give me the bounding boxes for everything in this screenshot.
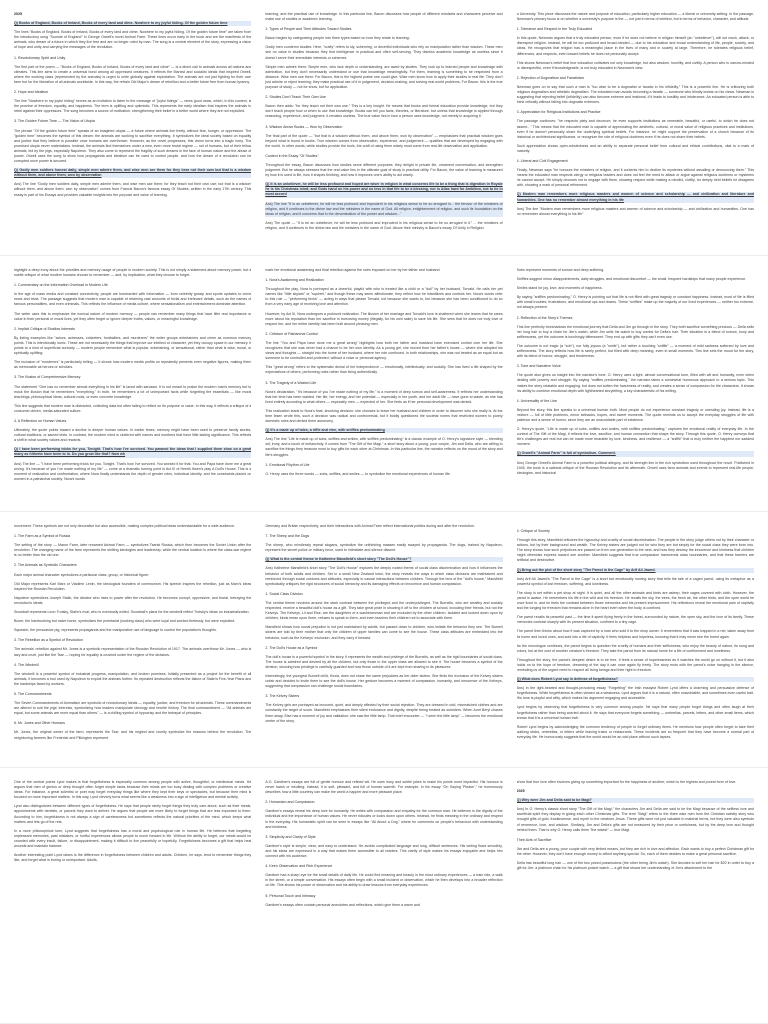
text-column	[14, 780, 251, 1017]
question-heading: Q) Books of England, Books of Ireland, Books of every land and dime. Nowhere to my joyful hiding. Of the golden future time	[14, 21, 251, 26]
text-column	[14, 524, 251, 761]
text-column	[265, 524, 502, 761]
section-heading: 4. Liberal and Civil Engagement	[516, 158, 568, 163]
paragraph: In this quote, Newman argues that a truly educated person, even if he does not believe in religion himself (an "unbeliever"), will not mock, attack, or disrespect religion. Instead, he will be too profound and broad-minded — due to his education and broad understanding of life, people, society, and ideas. He recognizes that religion has a meaningful place in the lives of many and in society at large. Therefore, he tolerates religious belief, differences, and respects, even toward beliefs he does not personally accept.	[516, 36, 754, 56]
paragraph: The passage continues: "he respects piety and decorum; he even supports institutions as venerable, beautiful, or useful, to which he does not assent..." This means that the educated man is capable of appreciating the aesthetic, cultural, or moral value of religious practices and institutions, even if he doesn't personally share the underlying spiritual beliefs. For instance, he might support the preservation of a church because of its historical or architectural significance, or recognize the role of religious doctrines even if he does not share their beliefs.	[516, 119, 754, 139]
document-page	[0, 512, 768, 768]
section-heading: 2. Rejection of Dogmatism and Fanaticism	[516, 75, 585, 80]
paragraph: The Kelvey girls are portrayed as innocent, quiet, and deeply affected by their social rejection. They are dressed in odd, mismatched clothes and are constantly the target of scorn. Mansfield emphasizes their silent endurance and dignity, despite being treated as outsiders. When Aunt Beryl chases them away, Else has a moment of joy and validation: she saw the little lamp. That brief encounter — "I seen the little lamp" — becomes the emotional center of the story.	[265, 703, 503, 723]
paragraph: Interestingly, the youngest Burnell child, Kezia, does not share the same prejudices as her older sisters. She finds the exclusion of the Kelvey sisters unfair and decides to invite them to see the doll's house. Her gesture becomes a moment of compassion, humanity, and innocence of the Kelveys, suggesting that compassion can challenge social boundaries.	[265, 673, 503, 689]
paragraph: Ultimately, the quote points toward a decline in deeper human values. In earlier times, memory might have been used to preserve family stories, cultural traditions, or sacred texts. In contrast, the modern mind is cluttered with names and numbers that have little lasting significance. This reflects a shift in what society values and rewards.	[14, 428, 252, 443]
paragraph: Snowball represents Leon Trotsky, Stalin's rival, who is eventually exiled. Snowball's plans for the windmill reflect Trotsky's ideas on industrialization.	[14, 610, 250, 615]
paragraph: The setting of the story — Manor Farm, later renamed Animal Farm — symbolizes Tsarist Russia, which then becomes the Soviet Union after the revolution. The changing name of the farm represents the shifting ideologies and leadership, while the central location is where the class-war regime is no better than the old one.	[14, 543, 252, 558]
paragraph: This line suggests that modern man is distracted, collecting data but often failing to reflect on its purpose or value. In this way, it reflects a critique of a consumer-driven, media-saturated culture.	[14, 403, 252, 413]
paragraph: Another interesting point Lynd raises is the difference in forgetfulness between children and adults. Children, he says, tend to remember things they like, and forget what is boring or unimportant. Adults,	[14, 853, 252, 863]
paragraph: The final part of the quote — "but that is a wisdom without them, and above them, won by observation" — emphasizes that practical wisdom goes beyond what is found in books. True wisdom comes from observation, experience, and judgement — qualities that are developed by engaging with the world. In other words, while studies provide the tools, the craft of using them wisely must come from real-life observation and application.	[265, 133, 503, 148]
paragraph: The statement "One has no remember almost everything in his life" is laced with sarcasm. It is not meant to praise the modern man's memory but to mock the illusion that he remembers "everything." In truth, he remembers a lot of unimportant facts while forgetting the essentials — like moral teachings, philosophical ideas, cultural roots, or even concrete knowledge.	[14, 384, 252, 399]
section-heading: 2. Humanism and Compassion	[265, 800, 315, 805]
question-heading: Q) Modern man remembers more religious masters and women of science and scholarship — and civilization and literature and humanities. One has no remember almost everything in his life	[516, 192, 754, 202]
paragraph: The inclusion of "murderers" is particularly telling — it shows how modern media profits on repeatedly presents even negative figures, making them as memorable as heroes or scholars.	[14, 360, 252, 370]
paragraph: The central theme revolves around the stark contrast between the privileged and the underprivileged. The Burnells, who are wealthy and socially respected, receive a beautiful doll's house as a gift. They take great pride in showing it off to the children at school, including their friends, but not the Kelveys. The Kelveys, Lil and Else, are the daughters of a washerwoman and are excluded by the other children. Isolated and looked down upon by children, kinds mean upon them, refuses to speak to them, and even teaches their children not to associate with them.	[265, 600, 503, 621]
paragraph: Napoleon symbolizes Joseph Stalin, the dictator who rises to power after the revolution. He becomes corrupt, oppressive, and brutal, betraying the revolution's ideals.	[14, 595, 252, 605]
paragraph: The Seven Commandments of Animalism are symbolic of revolutionary ideals — equality, justice, and freedom for all animals. These commandments are altered to suit the pigs' interests, symbolizing how leaders manipulate ideology and rewrite history. The final commandment — "All animals are equal, but some animals are more equal than others" — is a chilling symbol of hypocrisy and the betrayal of principles.	[14, 701, 252, 716]
paragraph: Squealer, the persuasive pig, represents propaganda and the manipulative use of language to control the population's thoughts.	[14, 628, 217, 633]
paragraph: In the age of mass media and constant connectivity, people are bombarded with information — from celebrity gossip and sports updates to crime news and trivia. The passage suggests that modern man is capable of retaining vast amounts of trivial and irrelevant details, such as the names of famous personalities, and even criminals. This reflects the influence of media culture, where sensationalism and entertainment dominate attention.	[14, 292, 252, 307]
paragraph: This "great wrong" refers to the systematic denial of her independence — emotionally, intellectually, and socially. She has lived a life shaped by the expectations of others, performing roles rather than living authentically.	[265, 365, 503, 375]
paragraph: Gardiner had a sharp eye for the small details of daily life. He could find meaning and beauty in the most ordinary experiences — a train ride, a walk in the street, or a simple conversation. His essays often begin with a small incident or observation, which he then develops into a broader reflection on life. This shows his power of observation and his ability to draw lessons from everyday experiences.	[265, 873, 503, 888]
paragraph: O. Henry's quote, "Life is made up of sobs, sniffles and smiles, with sniffles predominating," captures the emotional reality of everyday life. In the context of The Gift of the Magi, it reflects the love, sacrifice, and human connection that shape the story. Through this quote, O. Henry conveys that life's challenges are real but can be made more bearable by love, kindness, and resilience — a "sniffle" that is truly neither the happiest nor saddest moment.	[516, 427, 754, 447]
text-column	[517, 780, 754, 1017]
paragraph: Gardiner's essays reveal his deep love for humanity. He writes with compassion and empathy for the common man. He believes in the dignity of the individual and the importance of human values. He never ridicules or looks down upon others. Instead, he finds meaning in the ordinary and respect in the everyday. His humanistic spirit can be seen in essays like "All About a Dog," where he comments on people's behaviour with understanding and kindness.	[265, 809, 503, 829]
paragraph: highlight a deep irony about the priorities and memory usage of people in modern society. This is not simply a statement about memory power, but a subtle critique of what modern humans choose to remember — and, by implication, what they choose to forget.	[14, 268, 252, 278]
paragraph: Boxer, the hardworking but naive horse, symbolizes the proletariat (working class) who were loyal and worked tirelessly, but were exploited.	[14, 619, 236, 624]
section-heading: 1. Nora's Awakening and Realization	[265, 278, 324, 283]
section-heading: 5. Personal Touch and Intimacy	[265, 893, 316, 898]
paragraph: In a more philosophical tone, Lynd suggests that forgetfulness has a moral and psychological role in human life. He believes that forgetting unpleasant memories, past mistakes, or hurtful experiences allows people to move forward in life. Without the ability to forget, our minds would be crowded with every insult, failure, or disappointment, making it difficult to live peacefully or hopefully. Forgetfulness becomes a gift that helps heal wounds and maintain balance.	[14, 828, 252, 849]
paragraph: The story is set within a pet shop at night. It is quiet, and all the other animals and birds are asleep, their cages covered with cloth. However, the parrot is awake. He remembers his life in the wild and his freedom. He recalls the sky, the trees, the fresh air, the other birds, and the open world he once lived in, and he feels the contrast between those memories and his present imprisonment. His reflections reveal the emotional pain of captivity and the longing for freedom that remains alive in the heart even when the body is confined.	[516, 590, 754, 611]
paragraph: Germany and Britain respectively, and their interactions with Animal Farm reflect international politics during and after the revolution.	[265, 524, 475, 528]
section-heading: 3. The Rebellion as a Symbol of Revolution	[14, 638, 83, 643]
paragraph: Godly men condemn studies: Here, "crafty" refers to sly, scheming, or deceitful individuals who rely on manipulation rather than wisdom. These men see no value in studies because they find intelligence in practical and often self-serving. They dismiss academic knowledge as useless since it doesn't serve their immediate interests or schemes.	[265, 45, 503, 60]
section-heading: 1. Revolutionary Spirit and Unity	[14, 55, 66, 60]
section-heading: 2. Criticism of Patriarchal Control	[265, 331, 318, 336]
paragraph: Through this story, Mansfield criticizes the hypocrisy and cruelty of social discrimination. The people in the story judge others not by their character or actions, but by their background and wealth. The Kelvey sisters are judged not for who they are but simply for the social class they were born into. The story shows how such prejudices are passed on from one generation to the next, and how they destroy the innocence and kindness that children might otherwise express toward one another. Mansfield suggests that true compassion transcends class boundaries, and that these barriers are artificial and destructive.	[516, 538, 754, 563]
paragraph: Beyond the story, this line speaks to a universal human truth. Most people do not experience constant tragedy or unending joy. Instead, life is a mixture — full of little problems, minor setbacks, hopes, and sweet moments. The quote reminds us to accept the everyday struggles of life with patience and a sense of humor, since they are an unavoidable part of existence.	[516, 407, 754, 422]
paragraph: Ans) Katherine Mansfield's short story "The Doll's House" explores the deeply rooted theme of social class discrimination and how it influences the behavior of both adults and children. Set in a small New Zealand town, the story reveals the ways in which class divisions are maintained and reinforced through social customs and attitudes, especially in casual interactions between children. Through the lens of the "doll's house," Mansfield symbolically critiques the rigid structures of social hierarchy and its damaging effects on innocence and human compassion.	[265, 566, 503, 586]
section-heading: 2. Implicit Critique of Shallow Interests	[14, 326, 75, 331]
question-heading: Q) It's a made up of tales, a riffle and vine, with sniffles predominating	[265, 428, 502, 433]
paragraph: By saying "sniffles predominating," O. Henry is pointing out that life is not filled with great tragedy or constant happiness. Instead, most of life is filled with small troubles, frustrations, and emotional ups and downs. These "sniffles" make up the majority of our lived experiences — neither too extreme, but always present.	[516, 295, 754, 310]
paragraph: Throughout the essay, Bacon discusses how studies serve different purposes: they delight in private life, ornament conversation, and strengthen judgment. But he always stresses that the real value lies in the ultimate goal of study is practical utility. For Bacon, the value of learning is measured by how it is used in life, how it shapes thinking, and how it improves one's ability to act wisely.	[265, 162, 503, 178]
section-heading: 2. The Animals as Symbolic Characters	[14, 563, 77, 568]
section-heading: 4. A Reflection on Human Values	[14, 418, 67, 423]
paragraph: show that true love often involves giving up something important for the happiness of another, which is the highest and purest form of love.	[516, 780, 737, 784]
paragraph: Bacon begins by categorizing people into three types based on how they relate to learning:	[265, 36, 410, 41]
paragraph: Old Major represents Karl Marx or Vladimir Lenin, the ideological founders of communism. His speech inspires the rebellion, just as Marx's ideas inspired the Russian Revolution.	[14, 581, 252, 591]
question-heading: Q) Why were Jim and Della said to be Magi?	[517, 798, 754, 803]
paragraph: Gardiner's style is simple, clear, and easy to understand. He avoids complicated language and long, difficult sentences. His writing flows smoothly, and his ideas are expressed in a way that makes them accessible to all readers. This clarity of style makes his essays enjoyable and helps him connect with his audience.	[265, 843, 503, 859]
paragraph: The line "You and Papa have done me a great wrong" highlights how both her father and husband have exercised control over her life. She recognizes that she was never had a chance to be her own identity. As a young girl, she moved from her father's house — where she adopted his views and thoughts — straight into the home of her husband, where her role continued. In both relationships, she was not treated as an equal but as someone to be controlled and protected, without a voice or personal agency.	[265, 340, 503, 361]
paragraph: A.G. Gardiner's essays are full of gentle humour and refined wit. He uses irony and subtle jokes to make his points more impactful. His humour is never harsh or insulting; instead, it is soft, pleasant, and full of human warmth. For example, in his essay "On Saying 'Please'," he humorously describes how a little courtesy can make the world a happier and more pleasant place.	[265, 780, 503, 795]
paragraph: Lynd begins by observing that forgetfulness is very common among people. He says that many people forget things and often laugh at their forgetfulness rather than being worried about it. He says that everyone forgets something — umbrellas, parcels, letters, and other small items, which shows that it is a universal human trait.	[516, 705, 754, 720]
paragraph: Bacon then adds: "for they teach not their own use." This is a key insight. He means that books and formal education provide knowledge, but they don't teach people how or when to use that knowledge. Books can tell you facts, theories, or literature, but unless that knowledge is applied through reasoning, experience, and judgment, it remains useless. The true value lies in how a person uses knowledge, not merely in acquiring it.	[265, 104, 503, 119]
question-heading: Q) Bring out the plot of the short story "The Parrot in the Cage" by Arif Ali Jawed.	[517, 568, 754, 573]
text-column	[265, 268, 502, 505]
paragraph: The first part of the poem — "Books of England, Books of Ireland, Books of every land and clime" — is a direct call to animals across all nations and climates. This line aims to create a universal bond among all oppressed creatures. It reflects the Marxist and socialist ideals that inspired Orwell, where the working class (represented by the animals) is urged to unite globally against exploitation. The animals are not just fighting for their own farm but for the liberation of all animals worldwide. In this way, the refrain Old Major's dream of rebellion and a better future free from human tyranny.	[14, 64, 252, 84]
paragraph: mark her emotional awakening and final rebellion against the roles imposed on her by her father and husband.	[265, 268, 441, 272]
question-heading: Q) What does Robert Lynd say in defense of forgetfulness?	[517, 677, 754, 682]
paragraph: O. Henry uses the three words — sobs, sniffles, and smiles — to symbolize the emotional experiences of human life:	[265, 471, 451, 476]
document-page	[0, 768, 768, 1024]
paragraph: Mr. Jones, the original owner of the farm, represents the Tsar, and his neglect and cruelty symbolize the reasons behind the revolution. The neighboring farmers like Frederick and Pilkington represent	[14, 730, 252, 740]
paragraph: The writer uses this to emphasize the ironical nature of modern memory — people can remember many things that have little real importance or value in their personal or moral lives, yet they often forget or ignore deeper truths, values, or meaningful knowledge.	[14, 311, 252, 321]
paragraph: Ans) George Orwell's Animal Farm is a powerful political allegory, and its strength lies in the rich symbolism used throughout the novel. Published in 1945, the book is a satirical critique of the Russian Revolution and its aftermath. Orwell uses farm animals and events to represent real-life people, ideologies, and historical	[516, 460, 754, 475]
paragraph: The quote also gives us insight into the narrator's tone. O. Henry uses a light, almost conversational tone, filled with wit and humanity, even when dealing with poverty and struggle. By saying "sniffles predominating," the narrator takes a somewhat humorous approach to a serious topic. This makes the story relatable and engaging, but does not soften the harshness of reality, and creates a sense of compassion for the characters. It shows his ability to combine emotional depth with lighthearted storytelling, a key characteristic of his writing.	[516, 373, 754, 393]
paragraph: Ans) The line — "I have been performing tricks for you, Tonight. That's how I've survived. You worked it for that. You and Papa have done me a great wrong. It's because of you I've made nothing of my life" — come at a dramatic turning point in Act III of Henrik Ibsen's play A Doll's House. This is a moment of realization and confrontation, where Nora finally understands the depth of gender roles, individual identity, and the constraints placed on women in a patriarchal society. Nora's words	[14, 461, 252, 481]
paragraph: By listing examples like "actors, actresses, cricketers, footballers, and murderers" the writer groups entertainers and crime as common memory points. This is intentionally ironic. These are not necessarily the things that improve our intellect or character, yet they occupy space in our memory. It points to a kind of superficial curiosity — modern people remember what is popular, entertaining, or sensational, rather than what is wise, moral, or spiritually uplifting.	[14, 335, 252, 356]
paragraph: Ans) The line "Life is made up of sobs, sniffles and smiles, with sniffles predominating" is a classic example of O. Henry's signature style — blending wit, irony, and a touch of melancholy. It comes from "The Gift of the Magi," a short story about a young, poor couple, Jim and Della, who are willing to sacrifice the things they treasure most to buy gifts for each other at Christmas. In this particular line, the narrator reflects on the mood of the story and life's struggles.	[265, 437, 503, 457]
document-page	[0, 0, 768, 256]
question-heading: Q) What is the central theme in Katherine Mansfield's short story "The Doll's House"?	[265, 557, 502, 562]
question-heading: Q) I have been performing tricks for you, Tonight. That's how I've survived. You pawned the ideas that I supplied them shoe on a great many as hitherto have been to in. Do you grow like that? Now wh	[14, 447, 252, 457]
section-heading: 3. The Kelvey Sisters	[265, 694, 300, 699]
section-heading: 2. Reflection of the Story's Themes	[516, 315, 573, 320]
paragraph: Sniffles suggest minor disappointments, daily struggles, and emotional discomfort — the small, frequent hardships that many people experience.	[516, 277, 747, 282]
section-heading: 3. Wisdom Above Books — Won by Observation	[265, 124, 343, 129]
paragraph: The windmill is a powerful symbol of industrial progress, manipulation, and broken promises. Initially presented as a project for the benefit of all animals, it becomes a tool used by Napoleon to exploit the animals further. Its repeated destruction reflects the failure of Stalin's Five-Year Plans and the hardships faced by workers.	[14, 671, 252, 686]
paragraph: Newman goes on to say that such a man is "too wise to be a dogmatist or fanatic in his infidelity." This is a powerful line. He is criticizing both religious dogmatism and atheistic dogmatism. The educated man avoids becoming a fanatic — someone who blindly insists on his views. Newman is suggesting that rejecting belief (infidelity) can also become extreme and irrational, if it leads to hostility and intolerance. An educated person is able to think critically without falling into dogmatic extremes.	[516, 84, 754, 105]
paragraph: The animals' rebellion against Mr. Jones is a symbolic representation of the Russian Revolution of 1917. The animals overthrow Mr. Jones — who is lazy and cruel, just like the Tsar — hoping for equality is crushed under the regime of the dictators.	[14, 647, 252, 657]
paragraph: One of the central points Lynd makes is that forgetfulness is especially common among people with active, thoughtful, or intellectual minds. He argues that men of genius or deep thought often forget simple tasks because their minds are too busy dealing with complex problems or creative ideas. For instance, a great scientist or poet may forget everyday things like where they kept their keys or spectacles, but because their mind is focused on more important matters. In this way, Lynd cleverly turns what seems like a weakness into a sign of intelligence and mental activity.	[14, 780, 252, 800]
section-heading: 3. The Illusion of Comprehensive Memory	[14, 375, 81, 380]
year-heading: 2025	[14, 12, 22, 16]
paragraph: Ans) In the light-hearted and thought-provoking essay "Forgetting" the Irish essayist Robert Lynd offers a charming and persuasive defense of forgetfulness. While forgetfulness is often viewed as a weakness, Lynd argues that it is a natural, often unavoidable, and sometimes even useful trait. His tone is playful and witty, which makes his argument engaging and accessible.	[516, 686, 754, 701]
paragraph: Ans) In O. Henry's classic short story "The Gift of the Magi," the characters Jim and Della are said to be the Magi because of the selfless love and sacrificial spirit they display in giving each other Christmas gifts. The term "Magi" refers to the three wise men from the Christian nativity story who brought gifts of gold, frankincense, and myrrh to the newborn Jesus. These gifts were not just valuable in material terms, but they were also symbols of reverence, love, and wisdom. Similarly, Jim and Della's gifts are not measured by their price or usefulness, but by the deep love and thought behind them. That is why O. Henry calls them "the wisest" — true Magi.	[516, 807, 754, 832]
section-heading: 3. Appreciation for Religious Institutions and Practice	[516, 110, 601, 115]
paragraph: This realization leads to Nora's final, shocking decision: she chooses to leave her husband and children in order to discover who she really is. At the time Ibsen wrote this, such a decision was radical and controversial, but it boldly questioned the societal norms that restricted women to purely domestic roles and denied them autonomy.	[265, 408, 503, 424]
paragraph: Finally, Newman says "he honours the ministers of religion, and it contents him to decline its mysteries without assailing or denouncing them." This means the educated man respects clergy or religious leaders and does not feel the need to attack or argue against religious doctrines or mysteries he cannot accept. He simply chooses not to engage with them, showing respect while making a mindful, civility, for deeply held beliefs he disagrees with, showing a mark of personal refinement.	[516, 168, 754, 188]
section-heading: 1. Emotional Rhythm of Life	[265, 462, 310, 467]
section-heading: 2. Hope and Idealism	[14, 90, 48, 95]
section-heading: Context in the Essay "Of Studies"	[265, 153, 319, 158]
text-column	[265, 12, 502, 249]
paragraph: Throughout the story, the parrot's deepest desire is to be free. It feels a sense of hopelessness as it watches the world go on without it, but it also holds on to the hope of freedom, dreaming of the day it can once again fly freely. The story ends with the parrot's voice hanging in the silence, reminding us of the urgent need to respect all living beings and their right to freedom.	[516, 657, 754, 672]
paragraph: This line perfectly foreshadows the emotional journey that Della and Jim go through in the story. They both sacrifice something precious — Della sells her long hair to buy a chain for Jim's watch, while Jim sells his watch to buy combs for Della's hair. Their situation is a blend of sorrow, irony and selflessness, yet the outcome is touchingly bittersweet. They end up with gifts they can't even use.	[516, 324, 754, 339]
paragraph: Sobs represent moments of sorrow and deep suffering.	[516, 268, 605, 272]
paragraph: Ans) The line "Godly men soldiers daily, simple men admire them, and wise men use them; for they teach not their own use; but that is a wisdom without them, and above them, won by observation" comes from Francis Bacon's famous essay Of Studies, written in the early 17th century. This essay is part of his Essays and provides valuable insights into the purpose and value of learning.	[14, 182, 252, 197]
section-heading: 4. Universality of the Line	[516, 398, 558, 403]
section-heading: 4. Critique of Society	[516, 529, 550, 533]
text-column	[265, 780, 502, 1017]
paragraph: Jim and Della are a young, poor couple with very limited means, but they are rich in love and affection. Each wants to buy a perfect Christmas gift for the other. However, they don't have enough money to afford anything special. So, each of them decides to make a great personal sacrifice.	[516, 846, 754, 856]
section-heading: Their Acts of Sacrifice	[516, 837, 552, 842]
section-heading: 7. The Sheep and the Dogs	[265, 534, 310, 539]
section-heading: 3. Tone and Narrative Voice	[516, 364, 561, 369]
text-column	[517, 524, 754, 761]
paragraph: a University. This piece discusses the nature and purpose of education, particularly higher education — a liberal or university setting. In the passage, Newman's primary focus is on whether a university's purpose is the — not just in terms of intellect, but in terms of behavior, character, and attitude.	[516, 12, 754, 22]
paragraph: The lines "Books of England, Books of Ireland, Books of every land and clime, Nowhere to my joyful hiding, Of the golden future time" are taken from the introductory song "Sounds of England" in George Orwell's novel Animal Farm. These lines occur early in the book and are the manifesto of the animals, who dream of a future in which they live free and are no longer ruled by man. The song is a central element of the story, expressing a vision of hope and unity and carrying the messages of the revolution.	[14, 30, 252, 50]
section-heading: 4. Keen Observation and Rich Experience	[265, 864, 333, 869]
paragraph: The sheep, who mindlessly repeat slogans, symbolize the unthinking masses easily swayed by propaganda. The dogs, trained by Napoleon, represent the secret police or military force, used to intimidate and silence dissent.	[265, 543, 503, 553]
question-heading: Q) It is an unbeliever, he will be less profound and hoped are wiser in religion in what concerns life to be a thing that is digestion in Royale he is his Christmas mind; and Gods hand on his power and no less in that life to be a blessing, nor is Atlas hard for Ambition, not to he in most accord	[265, 182, 503, 197]
paragraph: This shows Newman's belief that true education cultivates not only knowledge, but also wisdom, humility, and civility. A person who is narrow-minded or disrespectful, even if knowledgeable, is not truly educated in Newman's view.	[516, 60, 754, 70]
section-heading: 4. The Windmill	[14, 662, 39, 667]
section-heading: 3. The Golden Future Time — The Vision of Utopia	[14, 119, 95, 124]
section-heading: 1. The Farm as a Symbol of Russia	[14, 534, 71, 539]
paragraph: Lynd also distinguishes between different types of forgetfulness. He says that people rarely forget things they truly care about, such as their meals, appointments with dentists, or parcels they want to deliver. He argues that people are more likely to forget things that are less important to them. According to him, forgetfulness is not always a sign of carelessness but sometimes reflects the natural priorities of the mind, which keeps what matters and lets go of the rest.	[14, 804, 252, 824]
paragraph: movement. These symbols are not only decorative but also accessible, making complex political ideas understandable for a wide audience.	[14, 524, 236, 528]
paragraph: Smiles stand for joy, love, and moments of happiness.	[516, 286, 603, 291]
paragraph: Ans) The line "Modern man remembers more religious masters and women of science and scholarship — and civilization and humanities. One has no remember almost everything in his life"	[516, 206, 754, 216]
text-column	[14, 12, 251, 249]
paragraph: Such appreciation shows open-mindedness and an ability to separate personal belief from cultural and ethical contributions, vital to a mark of maturity.	[516, 143, 754, 153]
question-heading: Q) Godly men soldiers honest daily, simple men admire them, and wise men are them for they bear not their own but that is a wisdom without them, and above them, won by observation	[14, 168, 252, 178]
paragraph: The line "Nowhere to my joyful hiding" serves as an invitation to listen to the message of "joyful tidings" — news good news, which, in this context, is the promise of freedom, equality, and happiness. The term is uplifting and optimistic. This represents the early idealism that inspires the animals to rebel against their oppressors. The song becomes a source of motivation, strengthening their belief in a better world where they are not exploited.	[14, 99, 252, 114]
section-heading: 6. Mr. Jones and Other Humans	[14, 721, 65, 726]
section-heading: 1. Types of People and Their Attitudes Toward Studies	[265, 27, 352, 32]
section-heading: 2. The Doll's House as a Symbol	[265, 645, 318, 650]
section-heading: 3. Simplicity and Clarity of Style	[265, 834, 316, 839]
section-heading: 1. Tolerance and Respect in the Truly Educated	[516, 27, 593, 32]
paragraph: Simple men admire them: Simple men, who lack depth or understanding, are awed by studies. They look up to learned people and knowledge with admiration, but they don't necessarily understand or use that knowledge meaningfully. For them, learning is something to be respected from a distance. Wise men use them: For Bacon, this is the highest praise one could give. Wise men know how to apply their studies in real life. They don't just admire or reject learning; they make practical use of it in judgement, decision-making, and solving real-world problems. For Bacon, this is the true purpose of study — not for show, but for application.	[265, 64, 503, 90]
section-heading: 2. Studies Don't Teach Their Own Use	[265, 95, 327, 100]
paragraph: Nora's declaration, "It's because of you I've made nothing of my life," is a moment of deep sorrow and self-awareness. It reflects her understanding that her time has been wasted. Her life, her energy, and her potential — especially in her youth, and her adult life — have gone to waste, as she has lived entirely according to what others — especially men — expected of her. She feels as if her personal development was denied.	[265, 389, 503, 404]
paragraph: Mansfield shows how social prejudice is not just maintained by adults, but passed down to children, who imitate the behavior they see. The Burnell sisters are told by their mother that only the children of upper families can come to see the house. These class attitudes are embedded into the behavior, such as the Kelveys' exclusion, and they carry it forward.	[265, 625, 503, 640]
text-column	[517, 268, 754, 505]
paragraph: However, by Act III, Nora undergoes a profound realization. The illusion of her marriage and Torvald's love is shattered when she learns that he cares more about his reputation than her sacrifice in borrowing money (illegally, for his own sake) to save his life. She sees that he does not truly love or respect her, and her entire identity has been built around pleasing men.	[265, 311, 503, 326]
highlighted-paragraph: Ans) The line "It is an unbeliever, he will be less profound and imprudent in his religious sense to be so arrogant in... the fervour of the ministers of religion, and it continues to the divine law and the ministers in the name of God. All religion, enlightenment of religion, and such its foundation on the ideas of religion, and it concerns that in the denomination of the power and wisdom..."	[265, 201, 503, 216]
paragraph: The outcome is not tragic (a "sob"), nor fully joyous (a "smile"), but rather a touching "sniffle" — a moment of mild sadness softened by love and selflessness. The story reflects how life is rarely perfect, but filled with deep meaning, even in small moments. This line sets the mood for the story, with its blend of humor, struggle, and tenderness.	[516, 343, 754, 359]
paragraph: Gardiner's essays often contain personal anecdotes and reflections, which give them a warm and	[265, 902, 420, 907]
paragraph: As the monologue continues, the parrot begins to question the cruelty of humans and their selfishness, who enjoy the beauty of nature, its song and colors, but at the cost of another creature's freedom. They take the parrot from its natural home for a life of confinement and loneliness.	[516, 643, 754, 653]
document-page	[0, 256, 768, 512]
paragraph: Each major animal character symbolizes a particular class, group, or historical figure:	[14, 572, 150, 577]
paragraph: The parrot recalls its peaceful past — the time it spent flying freely in the forest, surrounded by nature, the open sky, and the love of its family. These memories contrast sharply with its present situation, confined to a tiny cage.	[516, 615, 754, 625]
paragraph: Della has beautiful long hair — one of the two prized possessions (the other being Jim's watch). She decides to sell her hair for $20 in order to buy a gift for Jim: a platinum chain for his platinum pocket watch — a gift that shows her understanding of Jim's attachment to the	[516, 861, 754, 871]
section-heading: 3. The Tragedy of a Wasted Life	[265, 380, 317, 385]
paragraph: Throughout the play, Nora is portrayed as a cheerful, playful wife who is treated like a child or a "doll" by her husband, Torvald. He calls her pet names like "little skylark" or "squirrel," and though these may seem affectionate, they reflect how he infantilizes and controls her. Nora's words refer to this role — "performing tricks" — acting in ways that please Torvald, not because she wants to, but because she has been conditioned to do so from a very early age of receiving love and attention.	[265, 287, 503, 307]
question-heading: Q) Orwell's "Animal Farm" is full of symbolism. Comment.	[517, 451, 754, 456]
paragraph: Ans) Arif Ali Jawed's "The Parrot in the Cage" is a short but emotionally moving story that tells the tale of a caged parrot, using its metaphor as a powerful symbol of lost freedom, suffering, and loneliness.	[516, 576, 754, 586]
paragraph: The doll's house is a powerful symbol in the story. It represents the wealth and privilege of the Burnells, as well as the rigid boundaries of social class. The house is admired and desired by all the children, but only those in the upper class are allowed to see it. The house becomes a symbol of the division, showing how privilege is carefully guarded and how those outside of it are kept from sharing in its pleasures.	[265, 654, 503, 669]
section-heading: 1. Commentary on the Information Overload in Modern Life	[14, 283, 108, 288]
paragraph: The phrase "Of the golden future time" speaks of an imagined utopia — a future where animals live freely, without fear, hunger, or oppression. The "golden time" becomes the symbol of this dream: the animals are working to sacrifice everything. It symbolizes the ideal society based on equality and justice that they believe is possible once humans are overthrown. However, as the novel progresses, this vision turns into a tragic irony. The promised utopia never materializes. Instead, the animals find themselves under a new, even more brutal regime — not of humans, but of their fellow animals, led by the pigs, especially Napoleon. They also come to represent the fragility of such dreams in the face of human nature and the abuse of power. Orwell uses the song to show how propaganda and idealism can be used to control people, and how the dream of a revolution can be corrupted once power is secured.	[14, 128, 252, 164]
section-heading: 1. Social Class Division	[265, 591, 303, 596]
paragraph: Ans) The quote — "It is be an unbeliever, he will be less profound and imprudent in his religious sense to be so arrogant in it." ... the ministers of religion, and it continues to the divine law and the ministers in the name of God. Above their ministry is Bacon's essay Of Unity in Religion.	[265, 220, 503, 230]
year-heading: 2025	[516, 789, 525, 794]
paragraph: The parrot then thinks about how it was captured by a man who sold it to the shop owner. It remembers that it was trapped in a net, taken away from its home and loved ones, and sold into a life of captivity. It feels helpless and hopeless, knowing that it may never see the forest again.	[516, 629, 754, 639]
paragraph: learning, and the practical use of knowledge. In this particular line, Bacon discusses how people of different mindsets and characters perceive and make use of studies or academic learning.	[265, 12, 503, 22]
section-heading: 5. The Commandments	[14, 691, 52, 696]
text-column	[14, 268, 251, 505]
paragraph: Robert Lynd begins by acknowledging the common tendency of people to forget ordinary items. He mentions how people often forget to take their walking sticks, umbrellas, or letters while leaving trains or restaurants. These incidents are so frequent that they have become a normal part of everyday life. He humorously suggests that the world would be an odd place without such lapses.	[516, 724, 754, 739]
text-column	[517, 12, 754, 249]
